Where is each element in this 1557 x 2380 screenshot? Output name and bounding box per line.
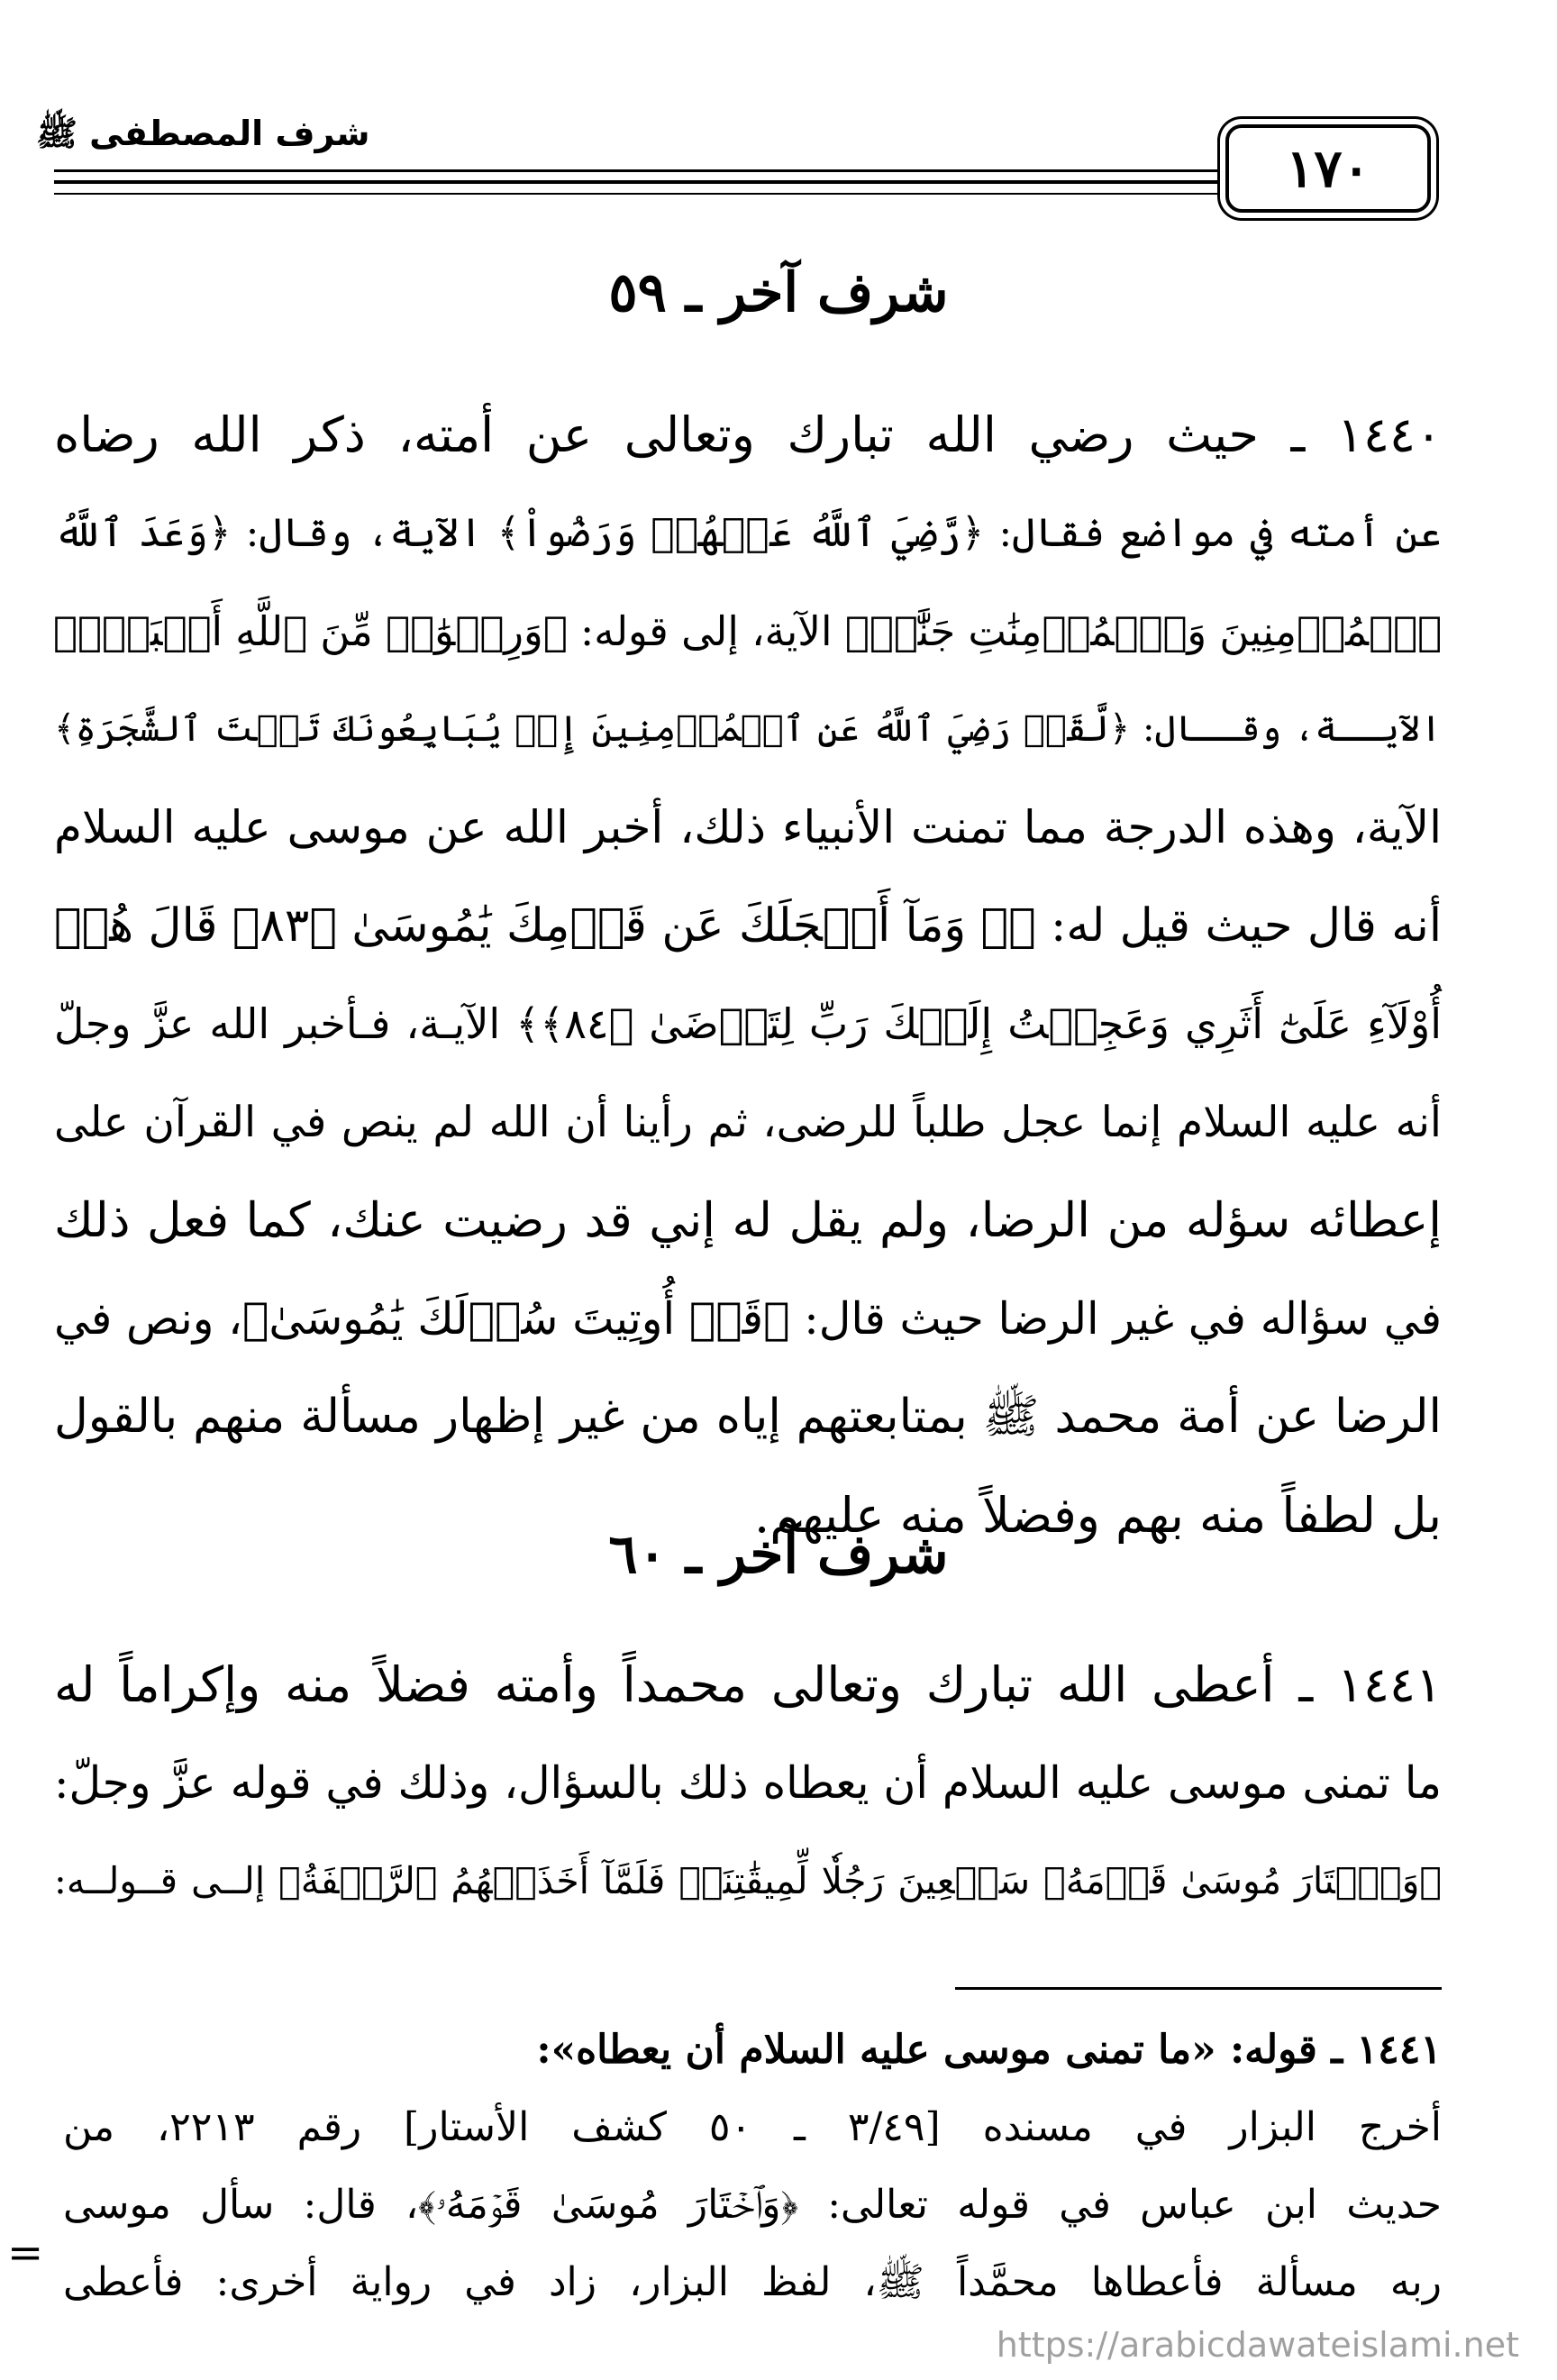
text-line: الآيــة، وقــال: ﴿لَّقَدۡ رَضِيَ ٱللَّهُ عَنِ ٱلۡمُؤۡمِنِينَ إِذۡ يُبَايِعُونَكَ تَحۡتَ ٱلشَّجَرَةِ﴾ (54, 708, 1442, 750)
page-number: ١٧٠ (1286, 138, 1370, 199)
text-line: ١٤٤١ ـ أعطى الله تبارك وتعالى محمداً وأمته فضلاً منه وإكراماً له (54, 1656, 1442, 1713)
header-rule (54, 180, 1431, 184)
text-line: ما تمنى موسى عليه السلام أن يعطاه ذلك بالسؤال، وذلك في قوله عزَّ وجلّ: (54, 1757, 1442, 1809)
text-line: إعطائه سؤله من الرضا، ولم يقل له إني قد رضيت عنك، كما فعل ذلك (54, 1193, 1442, 1248)
text-line: أنه عليه السلام إنما عجل طلباً للرضى، ثم رأينا أن الله لم ينص في القرآن على (54, 1098, 1442, 1147)
footnote (63, 2011, 1442, 2321)
section-heading: شرف آخر ـ ٦٠ (608, 1523, 949, 1586)
header-rule (54, 169, 1431, 172)
text-line: ٱلۡمُؤۡمِنِينَ وَٱلۡمُؤۡمِنَٰتِ جَنَّٰتٖ﴾ الآية، إلى قوله: ﴿وَرِضۡوَٰنٞ مِّنَ ٱللَّهِ أَكۡبَرُۚ﴾ (52, 607, 1442, 655)
watermark: https://arabicdawateislami.net (996, 2325, 1519, 2365)
footnote-line: حديث ابن عباس في قوله تعالى: ﴿وَٱخۡتَارَ مُوسَىٰ قَوۡمَهُۥ﴾، قال: سأل موسى (63, 2182, 1442, 2228)
section-body (54, 386, 1442, 1564)
text-line: في سؤاله في غير الرضا حيث قال: ﴿قَدۡ أُوتِيتَ سُؤۡلَكَ يَٰمُوسَىٰ﴾، ونص في (54, 1293, 1442, 1345)
text-line: ﴿وَٱخۡتَارَ مُوسَىٰ قَوۡمَهُۥ سَبۡعِينَ رَجُلٗا لِّمِيقَٰتِنَاۖ فَلَمَّآ أَخَذَتۡهُمُ ٱلرَّجۡفَةُ﴾ إلــى قــولــه: (54, 1859, 1442, 1902)
section-heading: شرف آخر ـ ٥٩ (608, 261, 949, 324)
footnote-line: أخرج البزار في مسنده [٣/٤٩ ـ ٥٠ كشف الأستار] رقم ٢٢١٣، من (63, 2104, 1442, 2150)
text-line: الرضا عن أمة محمد ﷺ بمتابعتهم إياه من غير إظهار مسألة منهم بالقول (54, 1390, 1442, 1444)
footnote-line: ربه مسألة فأعطاها محمَّداً ﷺ، لفظ البزار، زاد في رواية أخرى: فأعطى (63, 2259, 1442, 2305)
header-rule (54, 193, 1431, 195)
text-line: عن أمته في مواضع فقال: ﴿رَّضِيَ ٱللَّهُ عَنۡهُمۡ وَرَضُواْ﴾ الآية، وقال: ﴿وَعَدَ ٱللَّهُ (54, 510, 1442, 556)
text-line: بل لطفاً منه بهم وفضلاً منه عليهم. (754, 1487, 1442, 1544)
text-line: ١٤٤٠ ـ حيث رضي الله تبارك وتعالى عن أمته، ذكر الله رضاه (54, 406, 1442, 463)
text-line: أُوْلَآءِ عَلَىٰٓ أَثَرِي وَعَجِلۡتُ إِلَيۡكَ رَبِّ لِتَرۡضَىٰ ﴿٨٤﴾﴾ الآيـة، فـأخبر الله عزَّ وجلّ (54, 999, 1442, 1048)
footnote-heading: ١٤٤١ ـ قوله: «ما تمنى موسى عليه السلام أن يعطاه»: (536, 2027, 1442, 2073)
text-line: الآية، وهذه الدرجة مما تمنت الأنبياء ذلك، أخبر الله عن موسى عليه السلام (54, 801, 1442, 853)
footnote-separator (955, 1987, 1442, 1990)
page-number-frame (1225, 124, 1431, 213)
section-body (54, 1636, 1442, 1930)
running-title: شرف المصطفى ﷺ (36, 114, 370, 153)
text-line: أنه قال حيث قيل له: ﴿۞ وَمَآ أَعۡجَلَكَ عَن قَوۡمِكَ يَٰمُوسَىٰ ﴿٨٣﴾ قَالَ هُمۡ (54, 899, 1442, 953)
continuation-mark: = (7, 2228, 44, 2278)
